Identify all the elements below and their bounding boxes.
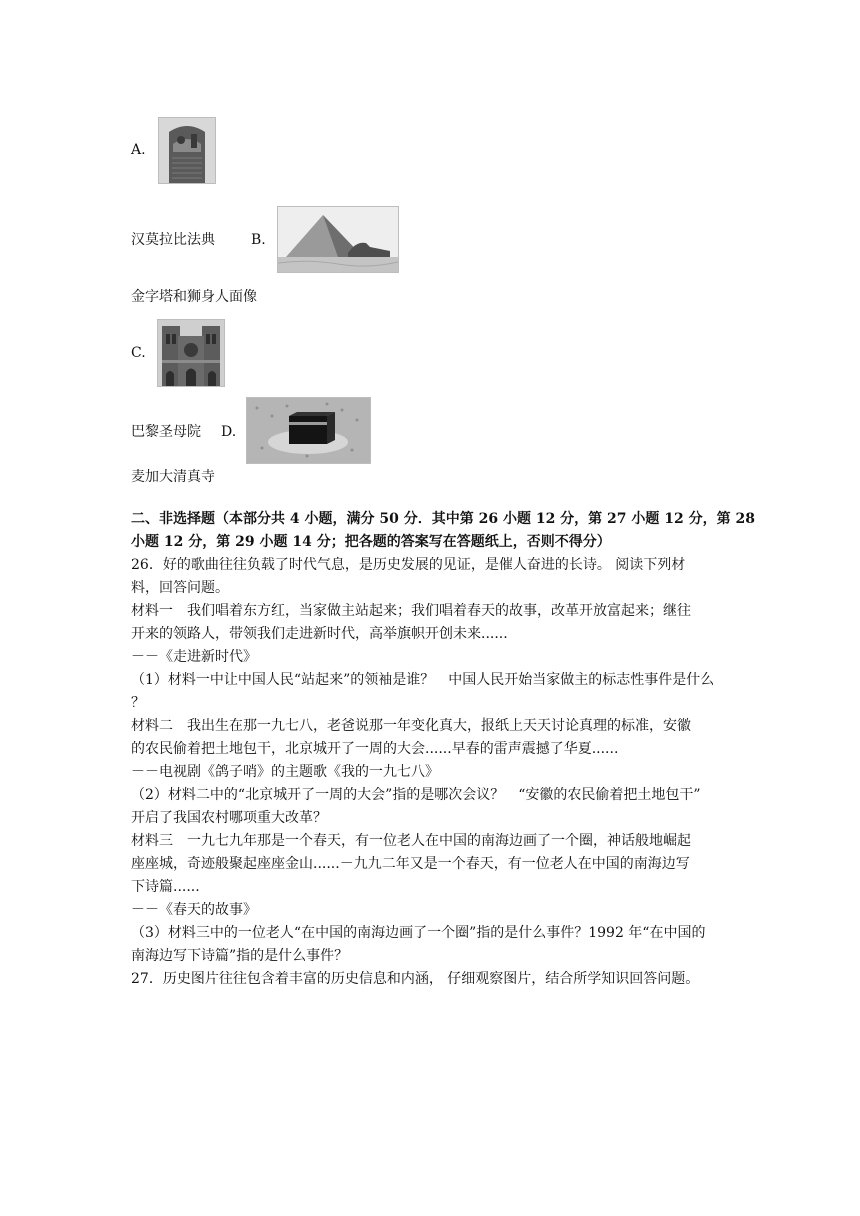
q26-question1-line1: （1）材料一中让中国人民“站起来”的领袖是谁？ 中国人民开始当家做主的标志性事件是什么 xyxy=(131,672,715,688)
option-a-letter: A. xyxy=(131,142,146,158)
q26-material3-line3: 下诗篇...... xyxy=(131,879,200,895)
q26-question1-line2: ？ xyxy=(131,695,145,711)
q26-material3-line2: 座座城，奇迹般聚起座座金山......－九九二年又是一个春天，有一位老人在中国的南海边写 xyxy=(131,856,690,872)
option-c-caption: 巴黎圣母院 xyxy=(131,424,201,440)
q26-material1-line2: 开来的领路人，带领我们走进新时代，高举旗帜开创未来...... xyxy=(131,626,508,642)
option-d-letter: D. xyxy=(221,424,237,440)
q26-material2-source: －－电视剧《鸽子哨》的主题歌《我的一九七八》 xyxy=(131,764,439,780)
hammurabi-stele-image xyxy=(158,117,216,184)
q26-material1-source: －－《走进新时代》 xyxy=(131,649,257,665)
q26-material2-line1: 材料二 我出生在那一九七八，老爸说那一年变化真大，报纸上天天讨论真理的标准，安徽 xyxy=(131,718,691,734)
pyramid-sphinx-image xyxy=(277,206,399,273)
notre-dame-image xyxy=(157,319,225,387)
q26-question3-line1: （3）材料三中的一位老人“在中国的南海边画了一个圈”指的是什么事件？1992 年“在中国的 xyxy=(131,925,706,941)
q26-question2-line2: 开启了我国农村哪项重大改革？ xyxy=(131,810,327,826)
q26-material1-line1: 材料一 我们唱着东方红，当家做主站起来；我们唱着春天的故事，改革开放富起来；继往 xyxy=(131,603,691,619)
option-c-letter: C. xyxy=(131,345,146,361)
q27-line1: 27．历史图片往往包含着丰富的历史信息和内涵， 仔细观察图片，结合所学知识回答问题。 xyxy=(131,971,700,987)
section2-header-line1: 二、非选择题（本部分共 4 小题，满分 50 分．其中第 26 小题 12 分，第 27 小题 12 分，第 28 xyxy=(131,511,755,527)
q26-question3-line2: 南海边写下诗篇”指的是什么事件？ xyxy=(131,948,349,964)
option-b-letter: B. xyxy=(251,232,266,248)
q26-intro-line1: 26．好的歌曲往往负载了时代气息，是历史发展的见证，是催人奋进的长诗。 阅读下列材 xyxy=(131,557,686,573)
option-a-caption: 汉莫拉比法典 xyxy=(131,232,215,248)
kaaba-mecca-image xyxy=(246,397,371,464)
q26-material3-line1: 材料三 一九七九年那是一个春天，有一位老人在中国的南海边画了一个圈，神话般地崛起 xyxy=(131,833,691,849)
section2-header-line2: 小题 12 分，第 29 小题 14 分；把各题的答案写在答题纸上，否则不得分） xyxy=(131,534,611,550)
option-b-caption: 金字塔和狮身人面像 xyxy=(131,289,257,305)
q26-question2-line1: （2）材料二中的“北京城开了一周的大会”指的是哪次会议？ “安徽的农民偷着把土地包干” xyxy=(131,787,701,803)
option-d-caption: 麦加大清真寺 xyxy=(131,469,215,485)
q26-intro-line2: 料，回答问题。 xyxy=(131,580,229,596)
q26-material2-line2: 的农民偷着把土地包干，北京城开了一周的大会......早春的雷声震撼了华夏...... xyxy=(131,741,619,757)
q26-material3-source: －－《春天的故事》 xyxy=(131,902,257,918)
